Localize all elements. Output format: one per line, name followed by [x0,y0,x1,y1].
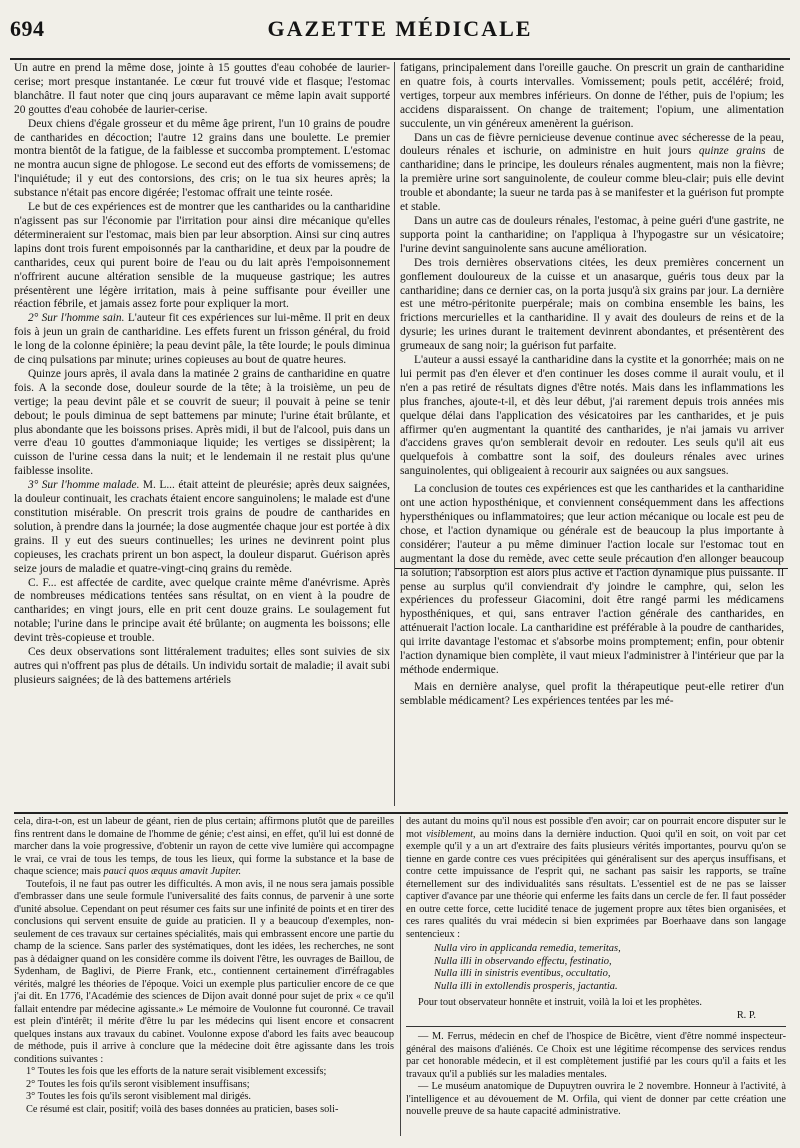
paragraph: cela, dira-t-on, est un labeur de géant, rien de plus certain; affirmons plutôt que de pareilles fins rentrent dans le domaine de l'homme de génie; c'est ainsi, en effet, qu'il lui est donné de marcher dans la voie progressive, d'obtenir un rayon de cette vive lumière qui accompagne le vrai, ce vrai de tous les temps, de tous les lieux, qui forme la substance et la base de chaque science; mais pauci quos æquus amavit Jupiter. [14,816,394,877]
latin-line: Nulla illi in observando effectu, festinatio, [434,955,612,967]
feuilleton-rule [14,812,788,814]
paragraph: Deux chiens d'égale grosseur et du même âge prirent, l'un 10 grains de poudre de cantharides en décoction; l'autre 12 grains dans une boulette. Le premier montra bientôt de la fatigue, de la faiblesse et succomba promptement. L'estomac ne montra aucun signe de phlogose. Le second eut des efforts de vomissemens; de l'inquiétude; il y eut des contorsions, des cris; on le tua six heures après; la substance n'était pas encore digérée; l'estomac offrait une teinte rosée. [14,117,390,200]
feuilleton-right-column [406,816,786,1138]
feuilleton-left-column [14,816,394,1138]
news-note: — M. Ferrus, médecin en chef de l'hospice de Bicêtre, vient d'être nommé inspecteur-général des maisons d'aliénés. Ce Choix est une légitime récompense des services rendus par cet honorable médecin, et il est complètement justifié par les cours qu'il a faits et les travaux qu'il a publiés sur les maladies mentales. [406,1031,786,1080]
feuilleton-divider [400,816,401,1136]
paragraph: C. F... est affectée de cardite, avec quelque crainte même d'anévrisme. Après de nombreuses médications tentées sans résultat, on en vient à la poudre de cantharides; en vingt jours, elle en prit cent douze grains. Le soulagement fut notable; l'urine dans le principe avait été brûlante; on augmenta les boissons; elle devint très-copieuse et trouble. [14,576,390,645]
latin-line: Nulla viro in applicanda remedia, temeritas, [434,943,621,954]
latin-line: Nulla illi in sinistris eventibus, occultatio, [434,968,611,979]
paragraph: Mais en dernière analyse, quel profit la thérapeutique peut-elle retirer d'un semblable médicament? Les expériences tentées par les mé- [400,680,784,707]
page-header [10,16,790,46]
header-rule [10,58,790,60]
paragraph: Pour tout observateur honnête et instruit, voilà la loi et les prophètes. [418,997,702,1008]
paragraph: Des trois dernières observations citées, les deux premières concernent un gonflement douloureux de la cuisse et un anasarque, guéris tous deux par la cantharidine; dans ce dernier cas, on la porta jusqu'à six grains par jour. La dernière est une métro-péritonite puerpérale; mais on combina ensemble les bains, les frictions mercurielles et la cantharidine. Il y avait des douleurs de reins et de la dysurie; les urines durant le traitement devinrent abondantes, et présentèrent des grumeaux de sang noir; la guérison fut parfaite. [400,256,784,353]
paragraph: L'auteur a aussi essayé la cantharidine dans la cystite et la gonorrhée; mais on ne lui permit pas d'en élever et d'en continuer les doses comme il aurait voulu, et il n'en a pas retiré de résultats dignes d'être notés. Mais dans les inflammations les plus franches, ajoute-t-il, et dès leur début, j'ai rarement depuis trois années mis quelque délai dans l'application des vésicatoires par les cantharides, et je puis affirmer qu'en augmentant la quantité des cantharides, je n'ai jamais vu arriver d'accidens graves qu'on semblerait devoir en redouter. Les seuls qu'il ait eus quelquefois à combattre sont la soif, des douleurs rénales avec urines sanguinolentes, qui obligeaient à recourir aux saignées ou aux sangsues. [400,354,784,478]
journal-title: GAZETTE MÉDICALE [267,16,533,41]
section-heading: 2° Sur l'homme sain. [28,312,125,325]
paragraph: Le but de ces expériences est de montrer que les cantharides ou la cantharidine n'agissent pas sur l'économie par l'irritation pour ainsi dire mécanique qu'elles détermineraient sur l'estomac, mais bien par leur absorption. Ainsi sur cinq autres lapins dont trois furent empoisonnés par la cantharidine, et deux par la poudre de cantharides, ceux qui purent boire de l'eau ou du lait après l'empoisonnement n'offrirent aucune altération sensible de la muqueuse gastrique; les autres présentèrent une légère irritation, mais à peine suffisante pour éveiller une réaction fébrile, et jamais assez forte pour expliquer la mort. [14,201,390,311]
column-divider [394,62,395,806]
paragraph: Ce résumé est clair, positif; voilà des bases données au praticien, bases soli- [26,1103,339,1115]
conclusion-paragraph: La conclusion de toutes ces expériences est que les cantharides et la cantharidine ont une action hyposthénique, et conviennent conséquemment dans les affections hypersthéniques ou inflammatoires; que leur action mécanique ou locale est peu de chose, et l'action dynamique ou générale est de beaucoup la plus importante à considérer; l'auteur a pu même diminuer l'action locale sur l'estomac tout en augmentant la dose du remède, avec cette seule précaution d'en allonger beaucoup la solution; l'absorption est alors plus active et l'action dynamique plus puissante. Il pense au surplus qu'il conviendrait d'y joindre le camphre, qui, selon les expériences du professeur Giacomini, doit être rangé parmi les médicamens hyposthéniques, et qui, sans entraver l'action générale des cantharides, en atténuerait l'action locale. La cantharidine est préférable à la poudre de cantharides, qui irrite davantage l'estomac et s'absorbe moins promptement; enfin, pour obtenir l'action dynamique bien complète, il vaut mieux l'administrer à l'intérieur que par la méthode endermique. [400,483,784,676]
section-heading: 3° Sur l'homme malade. [28,479,140,492]
latin-line: Nulla illi in extollendis prosperis, jactantia. [434,980,618,992]
latin-quotation [434,943,786,993]
paragraph: Dans un autre cas de douleurs rénales, l'estomac, à peine guéri d'une gastrite, ne supporta point la cantharidine; on l'appliqua à l'hypogastre sur un vésicatoire; l'urine devint sanguinolente sans aucune amélioration. [400,214,784,255]
left-column [14,62,390,804]
list-item: 3° Toutes les fois qu'ils seront visiblement mal dirigés. [26,1091,251,1102]
paragraph: Dans un cas de fièvre pernicieuse devenue continue avec sécheresse de la peau, douleurs rénales et ischurie, on administre en huit jours quinze grains de cantharidine; dans le principe, les douleurs rénales augmentent, mais non la fièvre; la première urine sort sanguinolente, de couleur comme bleu-clair; puis elle devint trouble et abondante; la sueur ne tarda pas à se manifester et la guérison fut prompte et stable. [400,131,784,214]
list-item: 1° Toutes les fois que les efforts de la nature serait visiblement excessifs; [26,1066,327,1077]
list-item: 2° Toutes les fois qu'ils seront visiblement insuffisans; [26,1078,250,1090]
paragraph: Ces deux observations sont littéralement traduites; elles sont suivies de six autres qui n'offrent pas plus de détails. Un individu sortait de maladie; il avait subi plusieurs saignées; de là des battemens artériels [14,646,390,686]
paragraph: Quinze jours après, il avala dans la matinée 2 grains de cantharidine en quatre fois. A la seconde dose, douleur sourde de la tête; à la troisième, un peu de vertige; la peau devint pâle et se couvrit de sueur; il pouvait à peine se tenir debout; le pouls diminua de sept battemens par minute; l'urine était brûlante, et plus abondante que les boissons prises. Après midi, il but de l'alcool, puis dans un verre d'eau 10 gouttes d'ammoniaque liquide; les vertiges se dissipèrent; la cuisson de l'urine cessa dans la nuit; et le lendemain il ne restait plus qu'une faiblesse insolite. [14,367,390,478]
paragraph: 3° Sur l'homme malade. M. L... était atteint de pleurésie; après deux saignées, la douleur continuait, les crachats étaient encore sanguinolens; le malade est d'une constitution misérable. On prescrit trois grains de poudre de cantharides en solution, à prendre dans la journée; la dose augmentée chaque jour est portée à dix grains. Il y eut des sueurs continuelles; les urines ne devinrent point plus copieuses, les crachats prirent un bon aspect, la douleur disparut. Guérison après seize jours de maladie et quatre-vingt-cinq grains du remède. [14,479,390,575]
right-column [400,62,784,806]
paragraph: 2° Sur l'homme sain. L'auteur fit ces expériences sur lui-même. Il prit en deux fois à jeun un grain de cantharidine. Les effets furent un frisson général, du froid le long de la colonne épinière; la peau devint pâle, la tête lourde; le pouls diminua de cinq pulsations par minute; urines copieuses au bout de quatre heures. [14,312,390,367]
paragraph: fatigans, principalement dans l'oreille gauche. On prescrit un grain de cantharidine en quatre fois, à courts intervalles. Vomissement; pouls petit, accéléré; froid, vertiges, torpeur aux membres inférieurs. On donne de l'éther, puis de l'opium; les accidens disparaissent. On change de traitement; l'opium, une alimentation succulente, un vin généreux amenèrent la guérison. [400,62,784,130]
page-number: 694 [10,16,45,41]
paragraph: Un autre en prend la même dose, jointe à 15 gouttes d'eau cohobée de laurier-cerise; mort presque instantanée. Le cœur fut trouvé vide et flasque; l'estomac blanchâtre. Il faut noter que cinq jours auparavant ce même lapin avait supporté 20 gouttes d'eau cohobée de laurier-cerise. [14,62,390,116]
paragraph: Toutefois, il ne faut pas outrer les difficultés. A mon avis, il ne nous sera jamais possible d'embrasser dans une seule formule l'universalité des faits connus, de parvenir à une sorte d'unité absolue. Cependant on peut résumer ces faits sur une infinité de points et en tirer des conclusions qui servent ensuite de guide au praticien. Il y a beaucoup d'exemples, non-seulement de ces travaux sur certaines spécialités, mais qui embrassent encore une partie du champ de la science. Sans parler des systématiques, dont les idées, les recherches, ne sont pas à dédaigner quand on les considère comme ils doivent l'être, les ouvrages de Baillou, de Sydenham, de Baglivi, de Pierre Frank, etc., contiennent certainement d'irréfragables vérités, malgré les théories de l'époque. Voici un exemple plus particulier encore de ce que j'ai dit. En 1776, l'Académie des sciences de Dijon avait donné pour sujet de prix « ce qu'il fallait entendre par médecine agissante.» Le mémoire de Voulonne fut couronné. Ce travail est plein d'intérêt; il mérite d'être lu par les médecins qui lisent encore et consacrent quelques instans aux travaux du cabinet. Voulonne expose d'abord les faits avec beaucoup de méthode, puis il arrive à conclure que la médecine doit être agissante dans les trois conditions suivantes : [14,878,394,1065]
paragraph: des autant du moins qu'il nous est possible d'en avoir; car on pourrait encore disputer sur le mot visiblement, au moins dans la dernière induction. Quoi qu'il en soit, on voit par cet exemple qu'il y a un art d'extraire des faits plusieurs vérités importantes, pourvu qu'on se tienne en garde contre ces vues précipitées qui généralisent sur des aperçus insuffisans, et contre cette impuissance de l'esprit qui, ne sachant pas saisir les rapports, se traîne éternellement sur des individualités sans résultats. L'essentiel est de ne pas se laisser captiver d'avance par une théorie qui enferme les faits dans un cercle de fer. Il faut posséder en outre cette force, cette lucidité tenace de jugement propre aux têtes bien organisées, et ces rares qualités du vrai médecin si bien exprimées par Boerhaave dans son langage sentencieux : [406,816,786,940]
conclusion-box-rule [395,568,788,569]
author-signature: R. P. [736,1009,756,1021]
news-note: — Le muséum anatomique de Dupuytren ouvrira le 2 novembre. Honneur à l'activité, à l'intelligence et au dévouement de M. Orfila, qui vient de donner par cette création une nouvelle preuve de sa haute capacité administrative. [406,1081,786,1117]
notes-rule [406,1026,786,1027]
